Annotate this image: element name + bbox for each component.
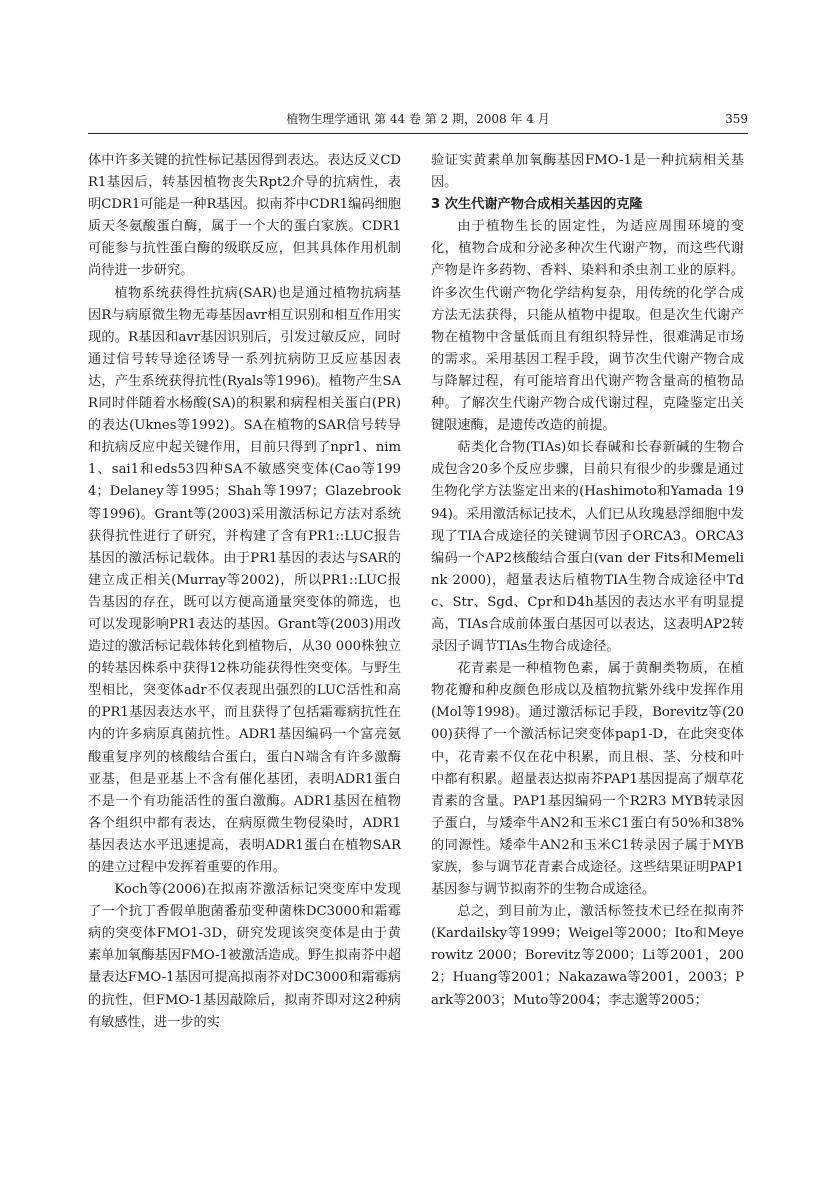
paragraph-fmo1-continued: 验证实黄素单加氧酶基因FMO-1是一种抗病相关基因。 <box>431 153 744 191</box>
paragraph-tias: 萜类化合物(TIAs)如长春碱和长春新碱的生物合成包含20多个反应步骤，目前只有很少的步骤是通过生物化学方法鉴定出来的(Hashimoto和Yamada 1994)。采用激活标记技术，人们已从玫瑰悬浮细胞中发现了TIA合成途径的关键调节因子ORCA3。ORCA3编码一个AP2核酸结合蛋白(van der Fits和Memelink 2000)，超量表达后植物TIA生物合成途径中Tdc、Str、Sgd、Cpr和D4h基因的表达水平有明显提高，TIAs合成前体蛋白基因可以表达，这表明AP2转录因子调节TIAs生物合成途径。 <box>431 440 744 655</box>
paragraph-cdr1-continued: 体中许多关键的抗性标记基因得到表达。表达反义CDR1基因后，转基因植物丧失Rpt2介导的抗病性，表明CDR1可能是一种R基因。拟南芥中CDR1编码细胞质天冬氨酸蛋白酶，属于一个大的蛋白家族。CDR1可能参与抗性蛋白酶的级联反应，但其具体作用机制尚待进一步研究。 <box>88 153 401 279</box>
paragraph-sar: 植物系统获得性抗病(SAR)也是通过植物抗病基因R与病原微生物无毒基因avr相互识别和相互作用实现的。R基因和avr基因识别后，引发过敏反应，同时通过信号转导途径诱导一系列抗病防卫反应基因表达，产生系统获得抗性(Ryals等1996)。植物产生SAR同时伴随着水杨酸(SA)的积累和病程相关蛋白(PR)的表达(Uknes等1992)。SA在植物的SAR信号转导和抗病反应中起关键作用，目前只得到了npr1、nim1、sai1和eds53四种SA不敏感突变体(Cao等1994；Delaney等1995；Shah等1997；Glazebrook等1996)。Grant等(2003)采用激活标记方法对系统获得抗性进行了研究，并构建了含有PR1::LUC报告基因的激活标记载体。由于PR1基因的表达与SAR的建立成正相关(Murray等2002)，所以PR1::LUC报告基因的存在，既可以方便高通量突变体的筛选，也可以发现影响PR1表达的基因。Grant等(2003)用改造过的激活标记载体转化到植物后，从30 000株独立的转基因株系中获得12株功能获得性突变体。与野生型相比，突变体adr不仅表现出强烈的LUC活性和高的PR1基因表达水平，而且获得了包括霜霉病抗性在内的许多病原真菌抗性。ADR1基因编码一个富亮氨酸重复序列的核酸结合蛋白，蛋白N端含有许多激酶亚基，但是亚基上不含有催化基团，表明ADR1蛋白不是一个有功能活性的蛋白激酶。ADR1基因在植物各个组织中都有表达，在病原微生物侵染时，ADR1基因表达水平迅速提高，表明ADR1蛋白在植物SAR的建立过程中发挥着重要的作用。 <box>88 285 401 875</box>
section-heading-3: 3 次生代谢产物合成相关基因的克隆 <box>431 197 643 213</box>
header-rule <box>88 133 748 134</box>
running-header <box>88 108 748 130</box>
paragraph-fmo1: Koch等(2006)在拟南芥激活标记突变库中发现了一个抗丁香假单胞菌番茄变种菌株DC3000和霜霉病的突变体FMO1-3D，研究发现该突变体是由于黄素单加氧酶基因FMO-1被激活造成。野生拟南芥中超量表达FMO-1基因可提高拟南芥对DC3000和霜霉病的抗性，但FMO-1基因敲除后，拟南芥即对这2种病有敏感性，进一步的实 <box>88 882 401 1030</box>
right-column <box>431 150 744 1012</box>
left-column <box>88 150 401 1034</box>
paragraph-summary: 总之，到目前为止，激活标签技术已经在拟南芥(Kardailsky等1999；Weigel等2000；Ito和Meyerowitz 2000；Borevitz等2000；Li等2001，2002；Huang等2001；Nakazawa等2001，2003；Park等2003；Muto等2004；李志邈等2005； <box>431 904 744 1008</box>
page-number: 359 <box>725 112 748 126</box>
paragraph-anthocyanin: 花青素是一种植物色素，属于黄酮类物质，在植物花瓣和种皮颜色形成以及植物抗紫外线中发挥作用(Mol等1998)。通过激活标记手段，Borevitz等(2000)获得了一个激活标记突变体pap1-D，在此突变体中，花青素不仅在花中积累，而且根、茎、分枝和叶中都有积累。超量表达拟南芥PAP1基因提高了烟草花青素的含量。PAP1基因编码一个R2R3 MYB转录因子蛋白，与矮牵牛AN2和玉米C1蛋白有50%和38%的同源性。矮牵牛AN2和玉米C1转录因子属于MYB家族，参与调节花青素合成途径。这些结果证明PAP1基因参与调节拟南芥的生物合成途径。 <box>431 661 744 898</box>
journal-issue-line: 植物生理学通讯 第 44 卷 第 2 期，2008 年 4 月 <box>286 112 550 126</box>
paragraph-secondary-metabolites: 由于植物生长的固定性，为适应周围环境的变化，植物合成和分泌多种次生代谢产物，而这些代谢产物是许多药物、香料、染料和杀虫剂工业的原料。许多次生代谢产物化学结构复杂，用传统的化学合成方法无法获得，只能从植物中提取。但是次生代谢产物在植物中含量低而且有组织特异性，很难满足市场的需求。采用基因工程手段，调节次生代谢产物合成与降解过程，有可能培育出代谢产物含量高的植物品种。了解次生代谢产物合成代谢过程，克隆鉴定出关键限速酶，是遗传改造的前提。 <box>431 219 744 434</box>
